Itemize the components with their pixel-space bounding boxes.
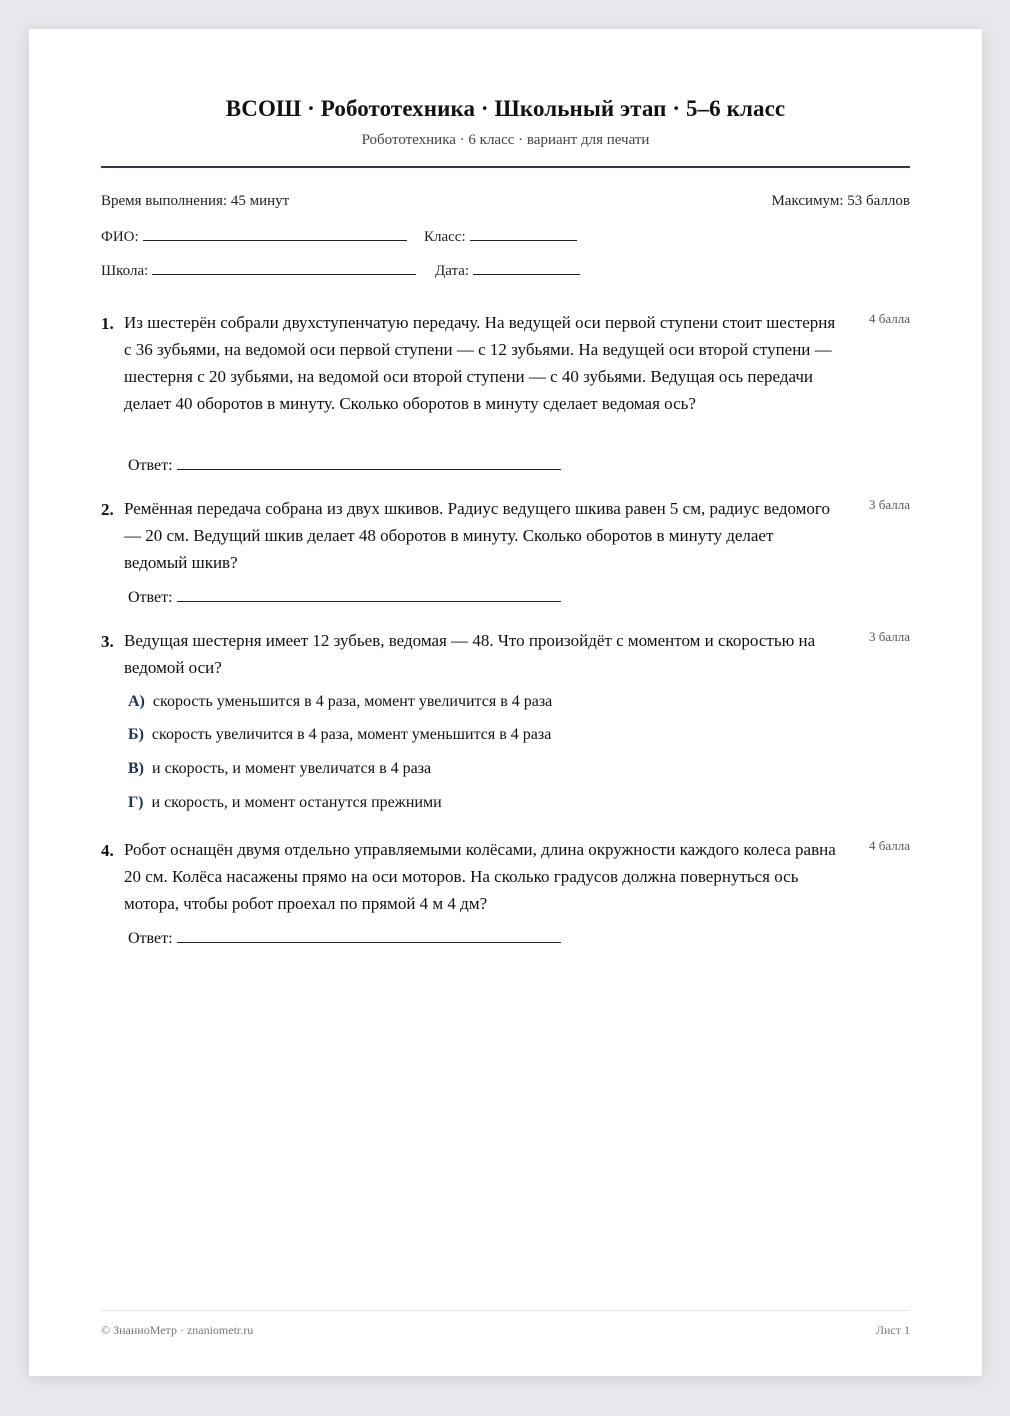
task-1-answer[interactable] (128, 455, 561, 475)
page-title: ВСОШ · Робототехника · Школьный этап · 5–6 класс (225, 96, 786, 121)
date-field[interactable] (435, 260, 580, 280)
time-limit: Время выполнения: 45 минут (101, 193, 290, 209)
footer-copyright: © ЗнаниоМетр · znaniometr.ru (101, 1323, 254, 1337)
option-text: скорость увеличится в 4 раза, момент уменьшится в 4 раза (151, 726, 552, 743)
task-points: 4 балла (869, 838, 910, 853)
task-text: Ведущая шестерня имеет 12 зубьев, ведомая — 48. Что произойдёт с моментом и скоростью на ведомой оси? (124, 631, 816, 677)
page-subtitle: Робототехника · 6 класс · вариант для печати (361, 132, 650, 148)
footer-divider (101, 1310, 910, 1311)
option-text: и скорость, и момент увеличатся в 4 раза (152, 760, 432, 777)
option-letter: В) (128, 760, 144, 777)
option-c[interactable] (128, 760, 431, 778)
max-score: Максимум: 53 баллов (771, 193, 910, 209)
task-points: 3 балла (869, 629, 910, 644)
task-text: Робот оснащён двумя отдельно управляемыми колёсами, длина окружности каждого колеса равна 20 см. Колёса насажены прямо на оси моторов. На сколько градусов должна повернуться ось мотора, чтобы робот проехал по прямой 4 м 4 дм? (124, 840, 836, 913)
task-number: 4. (101, 841, 114, 860)
task-points: 4 балла (869, 311, 910, 326)
option-a[interactable] (128, 693, 552, 711)
answer-label: Ответ: (128, 589, 173, 606)
class-label: Класс: (424, 229, 466, 245)
fio-field[interactable] (101, 226, 407, 246)
task-text: Из шестерён собрали двухступенчатую передачу. На ведущей оси первой ступени стоит шестерня с 36 зубьями, на ведомой оси первой ступени — с 12 зубьями. На ведущей оси второй ступени — шестерня с 20 зубьями, на ведомой оси второй ступени — с 40 зубьями. Ведущая ось передачи делает 40 оборотов в минуту. Сколько оборотов в минуту сделает ведомая ось? (124, 313, 836, 413)
class-field[interactable] (424, 226, 577, 246)
option-b[interactable] (128, 726, 551, 744)
option-text: и скорость, и момент останутся прежними (151, 794, 442, 811)
school-label: Школа: (101, 263, 149, 279)
answer-line[interactable] (177, 587, 561, 602)
option-text: скорость уменьшится в 4 раза, момент увеличится в 4 раза (152, 693, 553, 710)
class-blank[interactable] (470, 226, 577, 241)
exam-sheet (29, 29, 982, 1376)
task-4-answer[interactable] (128, 928, 561, 948)
task-number: 3. (101, 632, 114, 651)
fio-blank[interactable] (143, 226, 407, 241)
task-text: Ремённая передача собрана из двух шкивов. Радиус ведущего шкива равен 5 см, радиус ведомого — 20 см. Ведущий шкив делает 48 оборотов в минуту. Сколько оборотов в минуту делает ведомый шкив? (124, 499, 830, 572)
school-blank[interactable] (152, 260, 416, 275)
footer-page-number: Лист 1 (875, 1323, 910, 1337)
answer-label: Ответ: (128, 930, 173, 947)
option-d[interactable] (128, 794, 442, 812)
answer-line[interactable] (177, 928, 561, 943)
sheet-content (101, 29, 910, 1376)
header-divider (101, 166, 910, 168)
answer-line[interactable] (177, 455, 561, 470)
option-letter: Б) (128, 726, 144, 743)
meta-row (101, 193, 910, 210)
task-number: 2. (101, 500, 114, 519)
option-letter: Г) (128, 794, 144, 811)
answer-label: Ответ: (128, 457, 173, 474)
date-label: Дата: (435, 263, 470, 279)
task-number: 1. (101, 314, 114, 333)
fio-label: ФИО: (101, 229, 139, 245)
option-letter: А) (128, 693, 145, 710)
task-points: 3 балла (869, 497, 910, 512)
task-2-answer[interactable] (128, 587, 561, 607)
date-blank[interactable] (473, 260, 580, 275)
school-field[interactable] (101, 260, 416, 280)
